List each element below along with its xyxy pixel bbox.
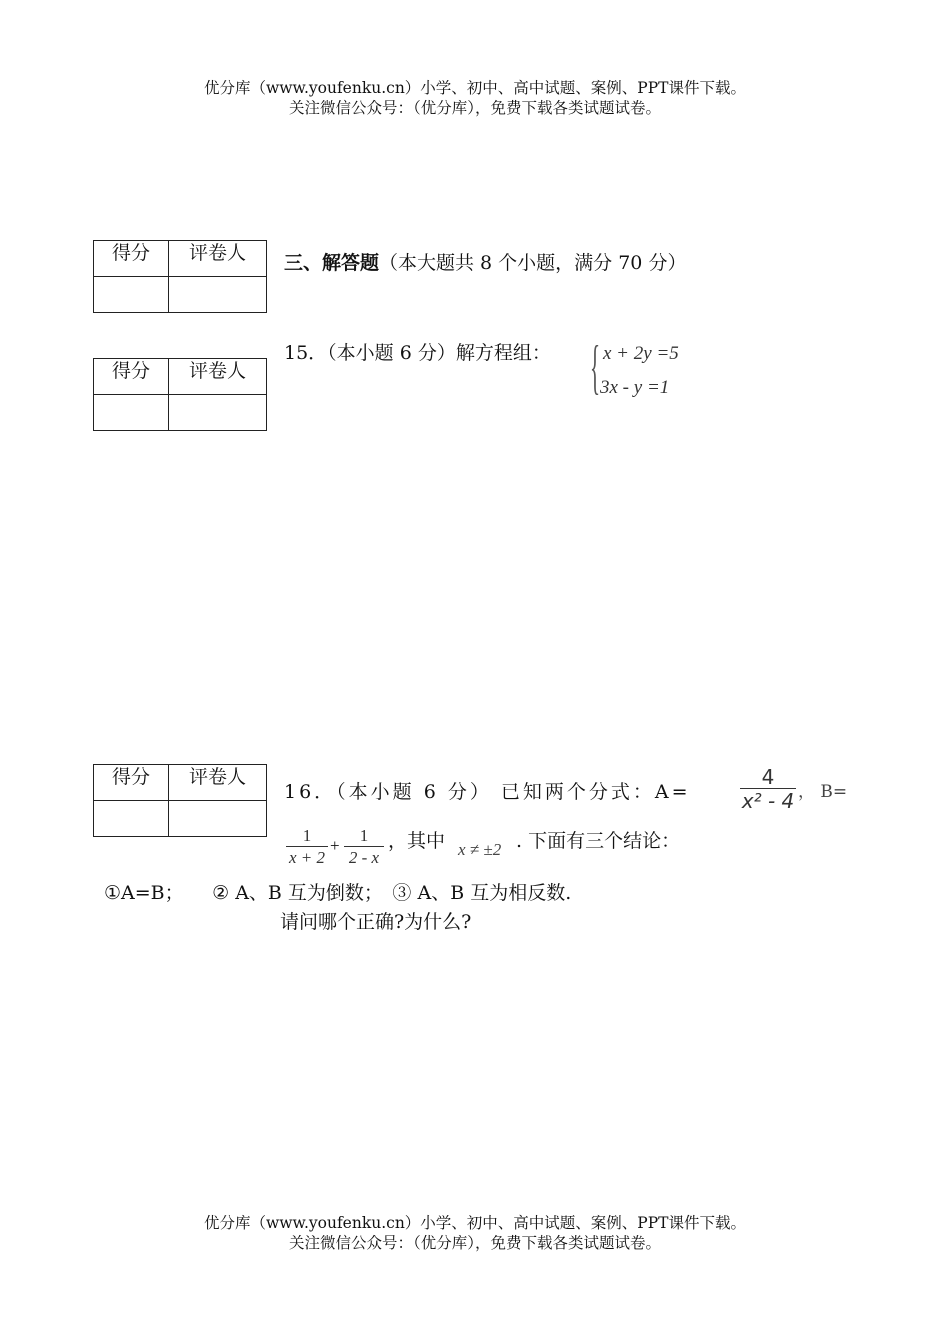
footer-line-2: 关注微信公众号：（优分库），免费下载各类试题试卷。 bbox=[288, 1234, 661, 1252]
grader-label: 评卷人 bbox=[169, 765, 267, 801]
q16-stem: 16．（本小题 6 分） 已知两个分式：A= bbox=[284, 781, 691, 803]
q15-equation-1: x + 2y =5 bbox=[603, 343, 679, 364]
q15-stem: 15．（本小题 6 分）解方程组： bbox=[284, 342, 551, 364]
fraction-a bbox=[740, 766, 796, 813]
system-brace-icon: { bbox=[590, 334, 601, 400]
q16-condition: x ≠ ±2 bbox=[458, 840, 502, 859]
header-line-1: 优分库（www.youfenku.cn）小学、初中、高中试题、案例、PPT课件下载。 bbox=[203, 79, 747, 97]
score-cell[interactable] bbox=[94, 801, 169, 837]
section-note: （本大题共 8 个小题，满分 70 分） bbox=[379, 252, 687, 274]
grader-cell[interactable] bbox=[169, 277, 267, 313]
score-box-q15 bbox=[93, 358, 267, 431]
fraction-plus: + bbox=[330, 836, 340, 855]
score-box-section bbox=[93, 240, 267, 313]
section-title: 三、解答题 bbox=[284, 252, 380, 274]
fraction-b1-numerator: 1 bbox=[302, 826, 312, 845]
score-cell[interactable] bbox=[94, 277, 169, 313]
fraction-b2-numerator: 1 bbox=[359, 826, 369, 845]
header-line-2: 关注微信公众号：（优分库），免费下载各类试题试卷。 bbox=[288, 99, 661, 117]
fraction-b1 bbox=[286, 826, 328, 869]
q16-where: ，其中 bbox=[388, 830, 446, 852]
page-header bbox=[0, 78, 950, 118]
fraction-b1-denominator: x + 2 bbox=[288, 848, 326, 867]
score-box-q16 bbox=[93, 764, 267, 837]
q16-b-label: ， B= bbox=[798, 782, 848, 802]
footer-line-1: 优分库（www.youfenku.cn）小学、初中、高中试题、案例、PPT课件下载。 bbox=[203, 1214, 747, 1232]
section-heading bbox=[284, 251, 686, 275]
q16-conclusions: ①A=B； ② A、B 互为倒数； ③ A、B 互为相反数. bbox=[104, 882, 572, 904]
fraction-b2 bbox=[344, 826, 384, 869]
score-label: 得分 bbox=[94, 765, 169, 801]
q16-after: . 下面有三个结论： bbox=[516, 830, 681, 852]
q15-equation-2: 3x - y =1 bbox=[600, 377, 670, 398]
score-label: 得分 bbox=[94, 359, 169, 395]
page-footer bbox=[0, 1213, 950, 1253]
grader-label: 评卷人 bbox=[169, 241, 267, 277]
grader-cell[interactable] bbox=[169, 801, 267, 837]
fraction-a-denominator: x² - 4 bbox=[741, 789, 795, 813]
fraction-a-numerator: 4 bbox=[761, 765, 775, 789]
score-cell[interactable] bbox=[94, 395, 169, 431]
grader-label: 评卷人 bbox=[169, 359, 267, 395]
score-label: 得分 bbox=[94, 241, 169, 277]
grader-cell[interactable] bbox=[169, 395, 267, 431]
q16-question: 请问哪个正确?为什么? bbox=[280, 911, 472, 933]
fraction-b2-denominator: 2 - x bbox=[348, 848, 380, 867]
